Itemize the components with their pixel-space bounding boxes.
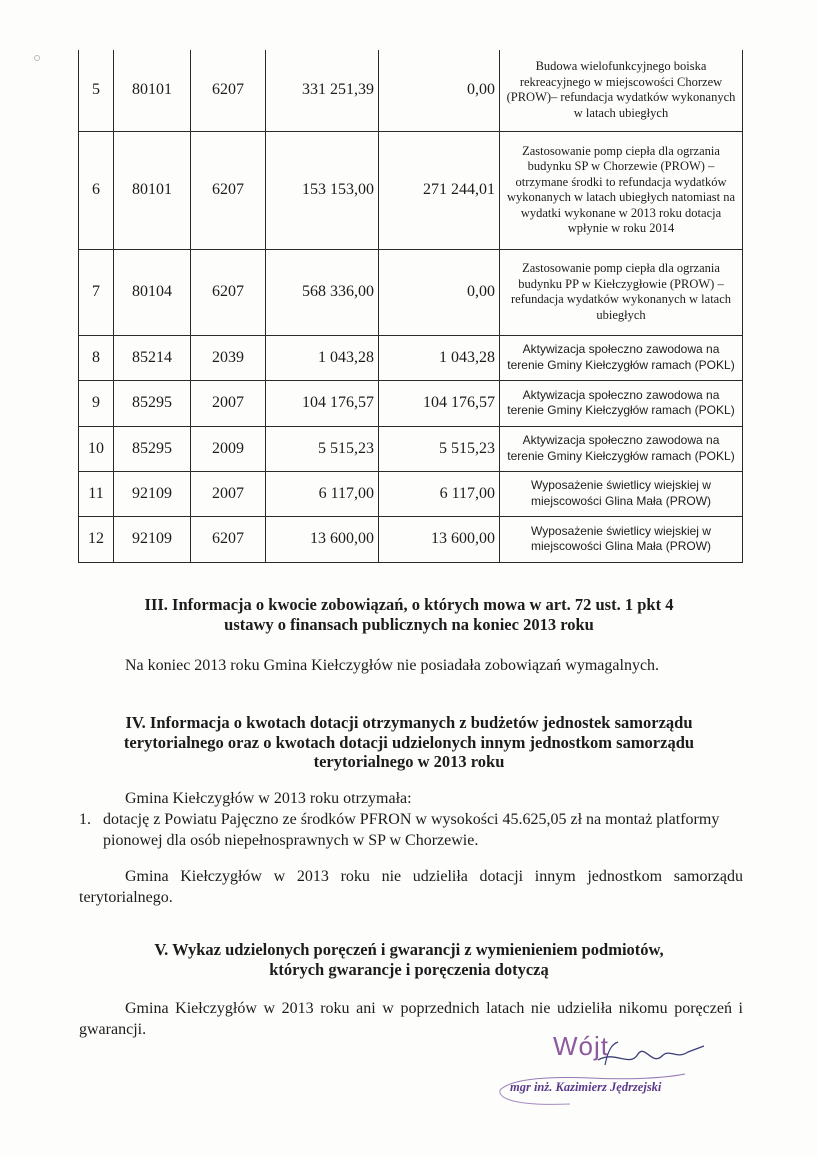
section-code: 92109 [114, 516, 191, 562]
amount-received: 0,00 [379, 50, 500, 131]
amount-planned: 13 600,00 [266, 516, 379, 562]
row-number: 7 [79, 249, 114, 335]
amount-received: 271 244,01 [379, 131, 500, 249]
description: Zastosowanie pomp ciepła dla ogrzania budynku PP w Kiełczygłowie (PROW) – refundacja wydatków wykonanych w latach ubiegłych [500, 249, 743, 335]
paragraph-code: 6207 [191, 131, 266, 249]
row-number: 5 [79, 50, 114, 131]
section-4-title: IV. Informacja o kwotach dotacji otrzymanych z budżetów jednostek samorządu terytorialnego oraz o kwotach dotacji udzielonych innym jednostkom samorządu terytorialnego w 2013 roku [123, 713, 695, 771]
table-row [79, 426, 743, 471]
amount-planned: 1 043,28 [266, 335, 379, 380]
amount-received: 6 117,00 [379, 471, 500, 516]
amount-received: 5 515,23 [379, 426, 500, 471]
description: Wyposażenie świetlicy wiejskiej w miejscowości Glina Mała (PROW) [500, 471, 743, 516]
amount-received: 13 600,00 [379, 516, 500, 562]
section-code: 85214 [114, 335, 191, 380]
paragraph-code: 6207 [191, 50, 266, 131]
stamp-name: mgr inż. Kazimierz Jędrzejski [510, 1080, 662, 1094]
section-code: 80101 [114, 50, 191, 131]
section-code: 80101 [114, 131, 191, 249]
table-row [79, 335, 743, 380]
row-number: 6 [79, 131, 114, 249]
amount-planned: 568 336,00 [266, 249, 379, 335]
table-row [79, 249, 743, 335]
amount-planned: 6 117,00 [266, 471, 379, 516]
section-3-text: Na koniec 2013 roku Gmina Kiełczygłów nie posiadała zobowiązań wymagalnych. [125, 657, 660, 674]
table-row [79, 380, 743, 426]
section-5-text: Gmina Kiełczygłów w 2013 roku ani w poprzednich latach nie udzieliła nikomu poręczeń i gwarancji. [79, 1000, 743, 1038]
row-number: 10 [79, 426, 114, 471]
list-item-line-1: dotację z Powiatu Pajęczno ze środków PFRON w wysokości 45.625,05 zł na montaż platformy [103, 811, 720, 828]
description: Zastosowanie pomp ciepła dla ogrzania budynku SP w Chorzewie (PROW) – otrzymane środki to refundacja wydatków wykonanych w latach ubiegłych natomiast na wydatki wykonane w 2013 roku dotacja wpłynie w roku 2014 [500, 131, 743, 249]
amount-received: 1 043,28 [379, 335, 500, 380]
paragraph-code: 2007 [191, 380, 266, 426]
description: Budowa wielofunkcyjnego boiska rekreacyjnego w miejscowości Chorzew (PROW)– refundacja wydatków wykonanych w latach ubiegłych [500, 50, 743, 131]
paragraph-code: 6207 [191, 249, 266, 335]
table-row [79, 131, 743, 249]
amount-planned: 5 515,23 [266, 426, 379, 471]
amount-received: 104 176,57 [379, 380, 500, 426]
amount-planned: 153 153,00 [266, 131, 379, 249]
description: Aktywizacja społeczno zawodowa na terenie Gminy Kiełczygłów ramach (POKL) [500, 426, 743, 471]
subsidy-table [78, 50, 743, 563]
paragraph-code: 2009 [191, 426, 266, 471]
table-row [79, 471, 743, 516]
paragraph-code: 2039 [191, 335, 266, 380]
description: Aktywizacja społeczno zawodowa na terenie Gminy Kiełczygłów ramach (POKL) [500, 335, 743, 380]
section-code: 85295 [114, 426, 191, 471]
paragraph-code: 2007 [191, 471, 266, 516]
section-4-intro: Gmina Kiełczygłów w 2013 roku otrzymała: [125, 790, 412, 807]
section-code: 80104 [114, 249, 191, 335]
table-row [79, 50, 743, 131]
row-number: 9 [79, 380, 114, 426]
description: Wyposażenie świetlicy wiejskiej w miejscowości Glina Mała (PROW) [500, 516, 743, 562]
stamp-title: Wójt [553, 1031, 609, 1061]
row-number: 8 [79, 335, 114, 380]
scan-mark [34, 55, 40, 61]
row-number: 12 [79, 516, 114, 562]
description: Aktywizacja społeczno zawodowa na terenie Gminy Kiełczygłów ramach (POKL) [500, 380, 743, 426]
amount-planned: 104 176,57 [266, 380, 379, 426]
amount-planned: 331 251,39 [266, 50, 379, 131]
list-item-line-2: pionowej dla osób niepełnosprawnych w SP w Chorzewie. [103, 832, 479, 849]
list-number: 1. [79, 811, 91, 828]
section-code: 85295 [114, 380, 191, 426]
section-code: 92109 [114, 471, 191, 516]
section-5-title: V. Wykaz udzielonych poręczeń i gwarancji z wymienieniem podmiotów, których gwarancje i poręczenia dotyczą [154, 940, 664, 979]
row-number: 11 [79, 471, 114, 516]
section-4-text: Gmina Kiełczygłów w 2013 roku nie udzieliła dotacji innym jednostkom samorządu terytorialnego. [79, 868, 743, 906]
table-row [79, 516, 743, 562]
section-3-title: III. Informacja o kwocie zobowiązań, o których mowa w art. 72 ust. 1 pkt 4 ustawy o finansach publicznych na koniec 2013 roku [144, 595, 674, 634]
paragraph-code: 6207 [191, 516, 266, 562]
amount-received: 0,00 [379, 249, 500, 335]
